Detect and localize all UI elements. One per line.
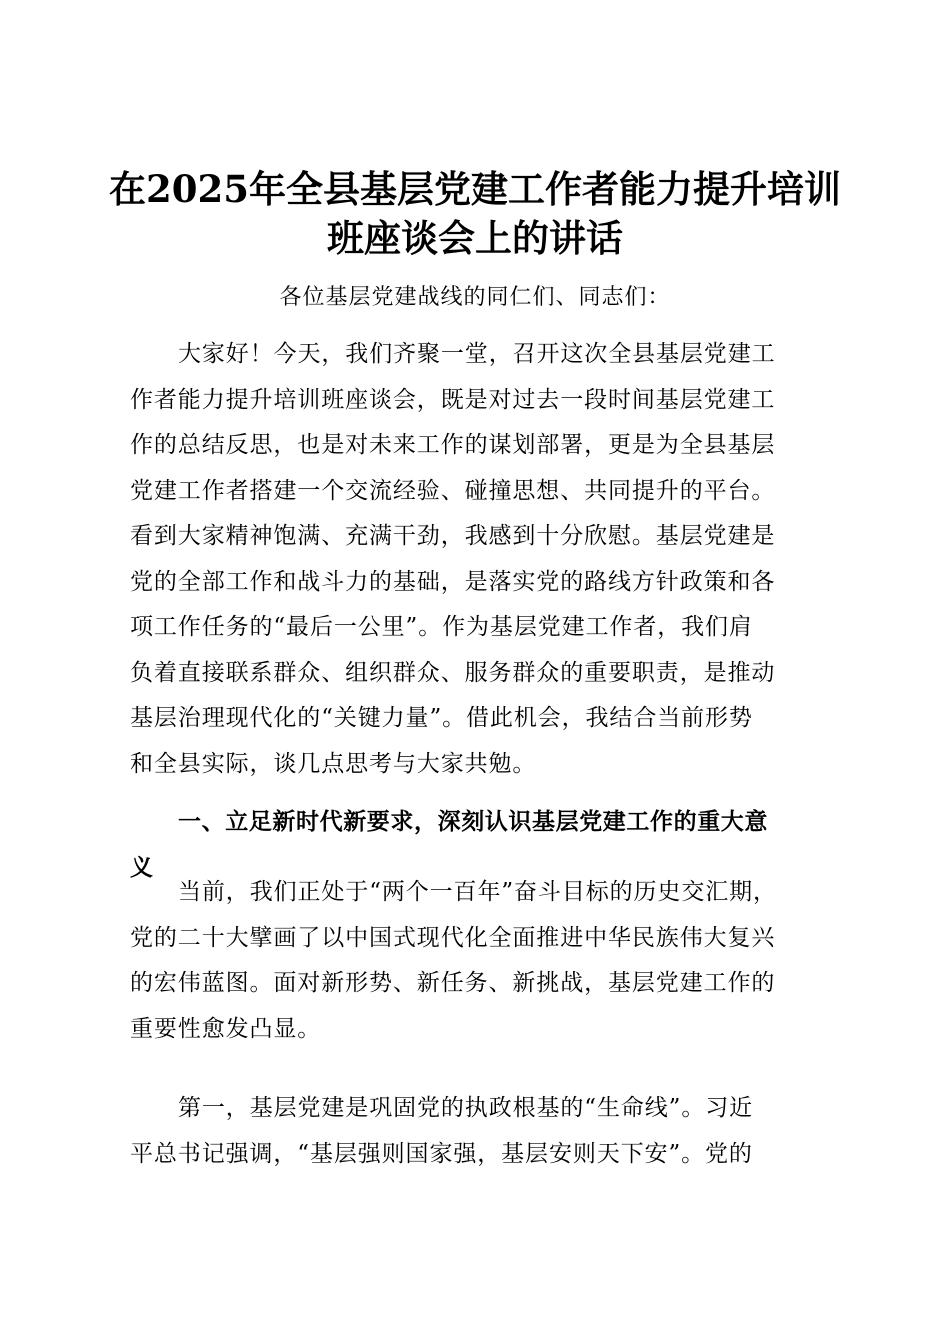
- salutation: 各位基层党建战线的同仁们、同志们：: [279, 285, 671, 310]
- text-line: 第一，基层党建是巩固党的执政根基的“生命线”。习近: [178, 1095, 754, 1121]
- text-line: 基层治理现代化的“关键力量”。借此机会，我结合当前形势: [130, 705, 753, 731]
- text-line: 作的总结反思，也是对未来工作的谋划部署，更是为全县基层: [130, 432, 776, 458]
- text-line: 重要性愈发凸显。: [130, 1015, 322, 1042]
- text-line: 党的二十大擘画了以中国式现代化全面推进中华民族伟大复兴: [130, 924, 776, 951]
- document-title-line-2: 班座谈会上的讲话: [327, 216, 623, 260]
- heading-line: 一、立足新时代新要求，深刻认识基层党建工作的重大意: [178, 809, 768, 835]
- text-line: 负着直接联系群众、组织群众、服务群众的重要职责，是推动: [130, 659, 776, 686]
- text-line: 平总书记强调，“基层强则国家强，基层安则天下安”。党的: [130, 1140, 753, 1167]
- text-line: 看到大家精神饱满、充满干劲，我感到十分欣慰。基层党建是: [130, 523, 776, 549]
- text-line: 党的全部工作和战斗力的基础，是落实党的路线方针政策和各: [130, 568, 776, 595]
- text-line: 和全县实际，谈几点思考与大家共勉。: [130, 750, 537, 777]
- text-line: 项工作任务的“最后一公里”。作为基层党建工作者，我们肩: [130, 614, 753, 640]
- heading-line: 义: [130, 854, 154, 881]
- document-title-line-1: 在2025年全县基层党建工作者能力提升培训: [109, 167, 841, 211]
- text-line: 当前，我们正处于“两个一百年”奋斗目标的历史交汇期，: [178, 879, 777, 905]
- text-line: 作者能力提升培训班座谈会，既是对过去一段时间基层党建工: [130, 386, 776, 413]
- text-line: 党建工作者搭建一个交流经验、碰撞思想、共同提升的平台。: [130, 477, 776, 504]
- paragraph-point-1: [130, 1086, 840, 1177]
- text-line: 大家好！今天，我们齐聚一堂，召开这次全县基层党建工: [178, 341, 776, 367]
- text-line: 的宏伟蓝图。面对新形势、新任务、新挑战，基层党建工作的: [130, 970, 776, 996]
- paragraph-context: [130, 870, 840, 1052]
- paragraph-opening: [130, 332, 840, 787]
